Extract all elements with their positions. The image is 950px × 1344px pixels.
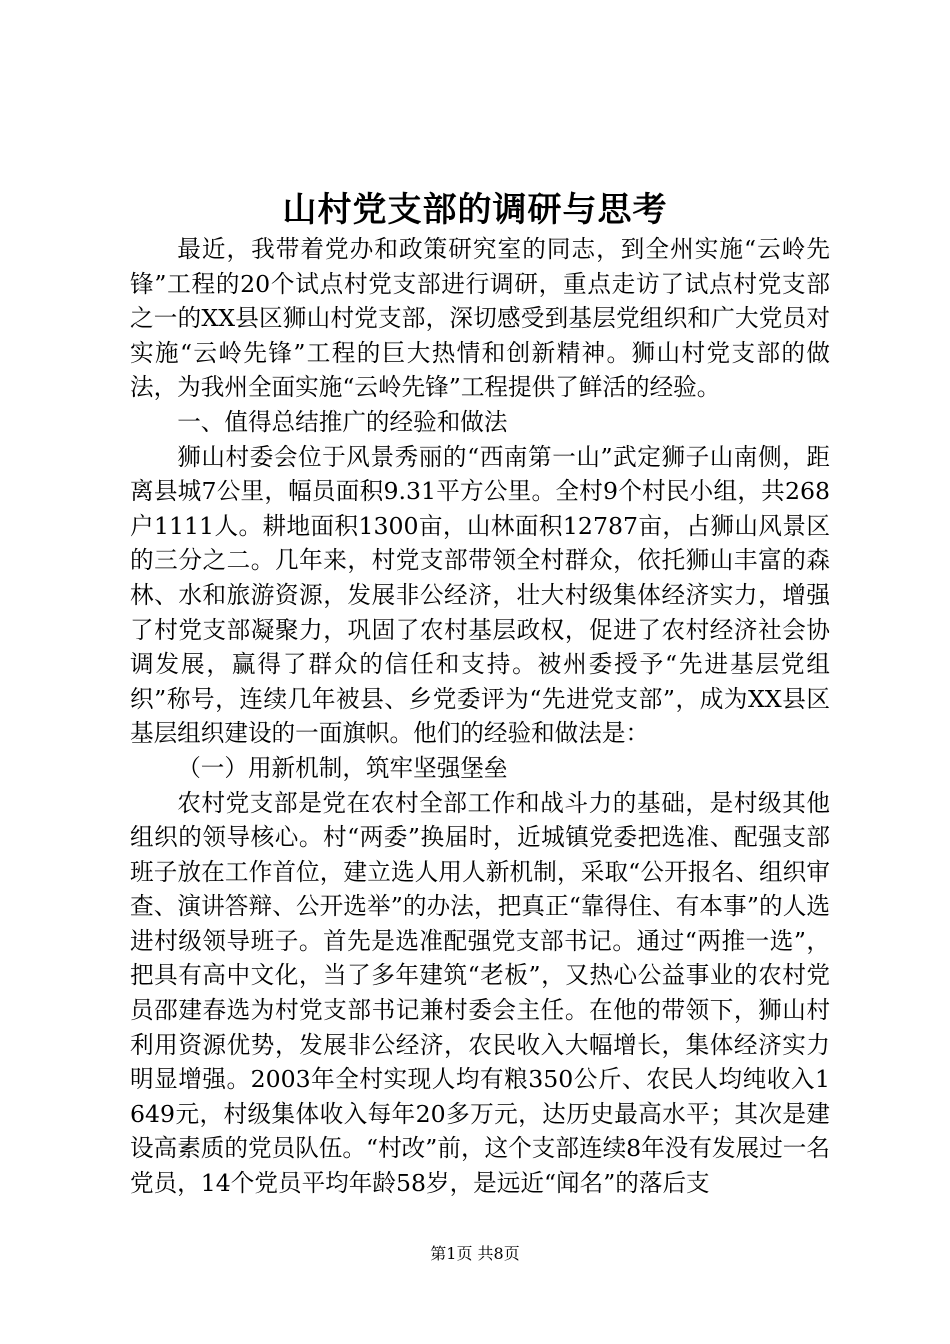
section-heading-1: 一、值得总结推广的经验和做法 [177,407,508,436]
paragraph-village-overview: 狮山村委会位于风景秀丽的“西南第一山”武定狮子山南侧，距离县城7公里，幅员面积9.31平方公里。全村9个村民小组，共268户1111人。耕地面积1300亩，山林面积12787亩，占狮山风景区的三分之二。几年来，村党支部带领全村群众，依托狮山丰富的森林、水和旅游资源，发展非公经济，壮大村级集体经济实力，增强了村党支部凝聚力，巩固了农村基层政权，促进了农村经济社会协调发展，赢得了群众的信任和支持。被州委授予“先进基层党组织”称号，连续几年被县、乡党委评为“先进党支部”，成为XX县区基层组织建设的一面旗帜。他们的经验和做法是： [130,442,830,748]
paragraph-intro: 最近，我带着党办和政策研究室的同志，到全州实施“云岭先锋”工程的20个试点村党支部进行调研，重点走访了试点村党支部之一的XX县区狮山村党支部，深切感受到基层党组织和广大党员对实施“云岭先锋”工程的巨大热情和创新精神。狮山村党支部的做法，为我州全面实施“云岭先锋”工程提供了鲜活的经验。 [130,235,830,402]
page-footer: 第1页 共8页 [430,1244,520,1263]
paragraph-new-mechanism: 农村党支部是党在农村全部工作和战斗力的基础，是村级其他组织的领导核心。村“两委”换届时，近城镇党委把选准、配强支部班子放在工作首位，建立选人用人新机制，采取“公开报名、组织审查、演讲答辩、公开选举”的办法，把真正“靠得住、有本事”的人选进村级领导班子。首先是选准配强党支部书记。通过“两推一选”，把具有高中文化，当了多年建筑“老板”，又热心公益事业的农村党员邵建春选为村党支部书记兼村委会主任。在他的带领下，狮山村利用资源优势，发展非公经济，农民收入大幅增长，集体经济实力明显增强。2003年全村实现人均有粮350公斤、农民人均纯收入1649元，村级集体收入每年20多万元，达历史最高水平；其次是建设高素质的党员队伍。“村改”前，这个支部连续8年没有发展过一名党员，14个党员平均年龄58岁，是远近“闻名”的落后支 [130,788,830,1198]
document-body [130,232,830,1201]
subsection-heading-1: （一）用新机制，筑牢坚强堡垒 [177,753,508,782]
document-title: 山村党支部的调研与思考 [282,190,668,230]
